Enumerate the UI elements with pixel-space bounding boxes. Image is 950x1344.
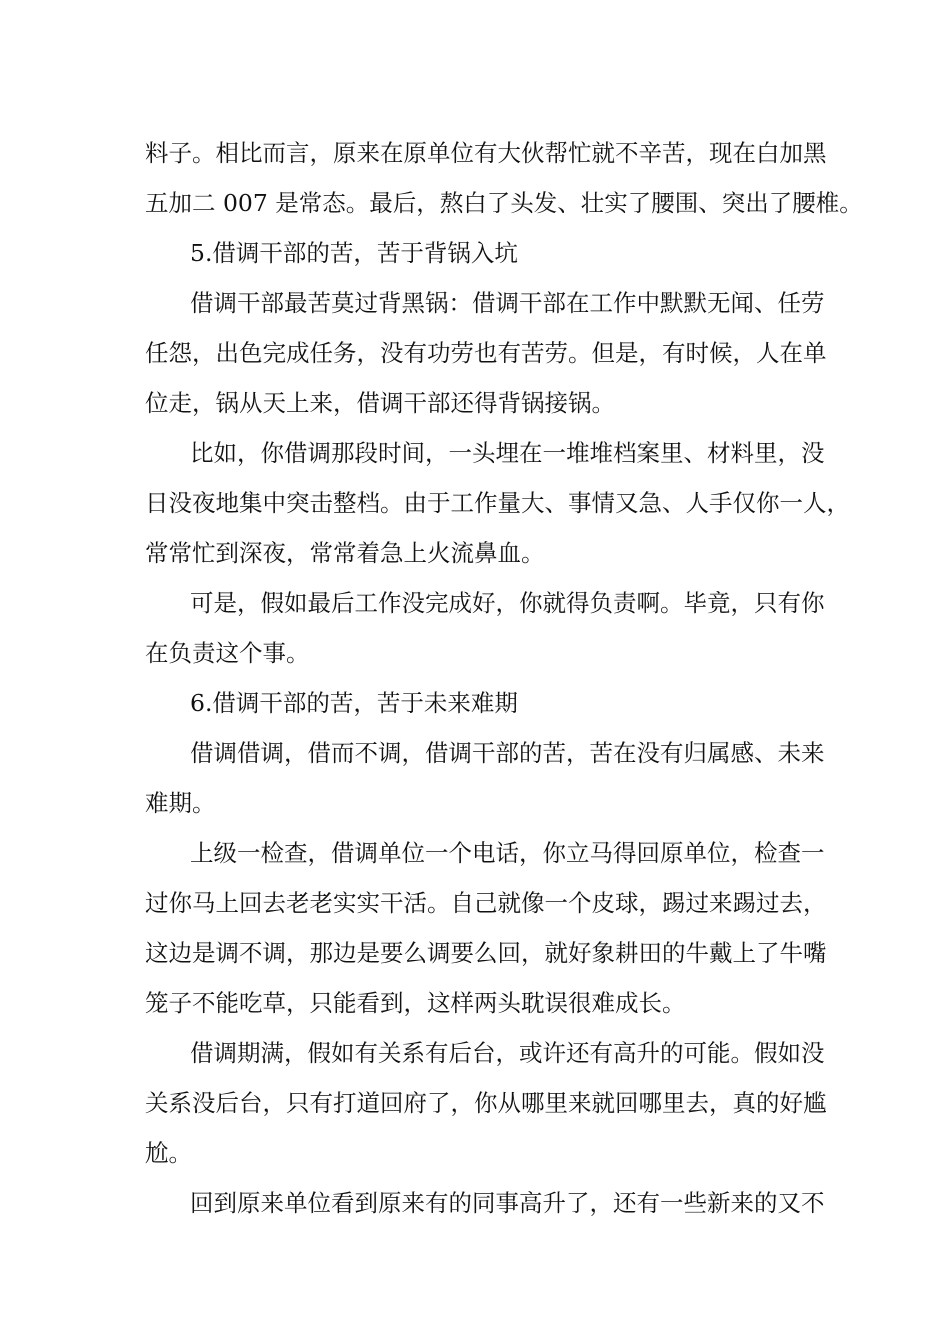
- paragraph-start: 借调干部最苦莫过背黑锅：借调干部在工作中默默无闻、任劳: [190, 289, 825, 317]
- paragraph-start: 比如，你借调那段时间，一头埋在一堆堆档案里、材料里，没: [190, 439, 825, 467]
- text-line: 笼子不能吃草，只能看到，这样两头耽误很难成长。: [145, 989, 686, 1017]
- section-heading-5: 5.借调干部的苦，苦于背锅入坑: [190, 239, 518, 267]
- text-line: 在负责这个事。: [145, 639, 310, 667]
- section-heading-6: 6.借调干部的苦，苦于未来难期: [190, 689, 518, 717]
- paragraph-start: 回到原来单位看到原来有的同事高升了，还有一些新来的又不: [190, 1189, 825, 1217]
- text-line: 日没夜地集中突击整档。由于工作量大、事情又急、人手仅你一人，: [145, 489, 850, 517]
- text-line: 关系没后台，只有打道回府了，你从哪里来就回哪里去，真的好尴: [145, 1089, 827, 1117]
- paragraph-start: 借调期满，假如有关系有后台，或许还有高升的可能。假如没: [190, 1039, 825, 1067]
- text-line: 这边是调不调，那边是要么调要么回，就好象耕田的牛戴上了牛嘴: [145, 939, 827, 967]
- text-line: 尬。: [145, 1139, 192, 1167]
- text-line: 难期。: [145, 789, 216, 817]
- text-line: 常常忙到深夜，常常着急上火流鼻血。: [145, 539, 545, 567]
- paragraph-start: 上级一检查，借调单位一个电话，你立马得回原单位，检查一: [190, 839, 825, 867]
- paragraph-start: 可是，假如最后工作没完成好，你就得负责啊。毕竟，只有你: [190, 589, 825, 617]
- text-line: 任怨，出色完成任务，没有功劳也有苦劳。但是，有时候，人在单: [145, 339, 827, 367]
- text-line: 料子。相比而言，原来在原单位有大伙帮忙就不辛苦，现在白加黑: [145, 139, 827, 167]
- paragraph-start: 借调借调，借而不调，借调干部的苦，苦在没有归属感、未来: [190, 739, 825, 767]
- text-line: 五加二 007 是常态。最后，熬白了头发、壮实了腰围、突出了腰椎。: [145, 189, 863, 217]
- text-line: 位走，锅从天上来，借调干部还得背锅接锅。: [145, 389, 615, 417]
- text-line: 过你马上回去老老实实干活。自己就像一个皮球，踢过来踢过去，: [145, 889, 827, 917]
